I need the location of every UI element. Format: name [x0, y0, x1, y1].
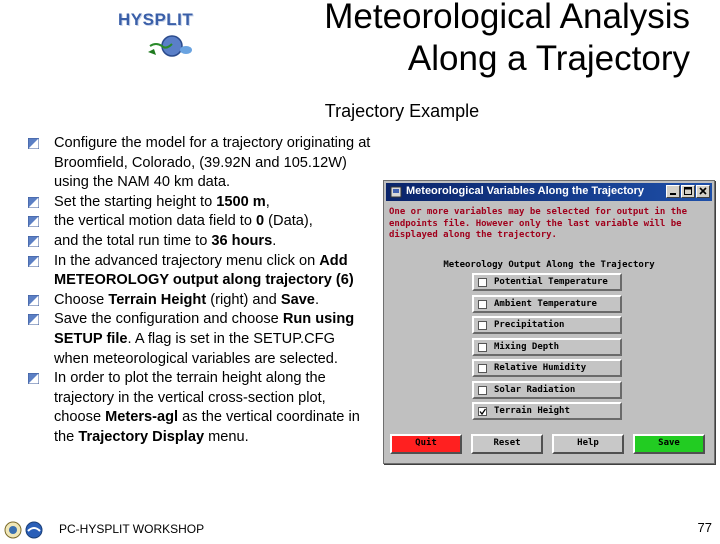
bullet-item	[28, 232, 373, 252]
slide-subtitle	[0, 101, 720, 122]
info-line-1: One or more variables may be selected for output in the	[389, 207, 688, 217]
option-label: Solar Radiation	[494, 384, 576, 395]
bullet-icon	[28, 216, 39, 227]
option-mixing-depth[interactable]	[472, 338, 622, 356]
logo-text: HYSPLIT	[118, 10, 194, 29]
option-label: Potential Temperature	[494, 277, 608, 287]
checkmark-icon	[479, 408, 486, 415]
option-label: Mixing Depth	[494, 341, 560, 352]
option-checkbox[interactable]	[478, 364, 487, 373]
bullet-item	[28, 252, 373, 291]
option-checkbox[interactable]	[478, 278, 487, 287]
bullet-item	[28, 134, 373, 193]
info-line-2: endpoints file. However only the last variable will be	[389, 218, 682, 229]
bullet-text: (right) and	[206, 291, 281, 308]
option-label: Terrain Height	[494, 406, 570, 416]
option-precipitation[interactable]	[472, 316, 622, 334]
bullet-text: Set the starting height to	[54, 193, 217, 210]
bullet-emphasis: Terrain Height	[108, 291, 207, 308]
bullet-text: In the advanced trajectory menu click on	[54, 252, 320, 269]
dialog-info-text	[389, 207, 709, 247]
bullet-text: the vertical motion data field to	[54, 213, 256, 230]
option-label: Precipitation	[494, 320, 565, 330]
bullet-text: Configure the model for a trajectory originating at Broomfield, Colorado, (39.92N and 105.12W) using the NAM 40 km data.	[54, 135, 371, 191]
close-button[interactable]	[696, 185, 710, 198]
option-checkbox[interactable]	[478, 321, 487, 330]
bullet-icon	[28, 373, 39, 384]
option-relative-humidity[interactable]	[472, 359, 622, 377]
bullet-emphasis: Save	[280, 291, 315, 308]
option-label: Ambient Temperature	[494, 298, 597, 309]
info-line-3: displayed along the trajectory.	[389, 230, 557, 240]
option-solar-radiation[interactable]	[472, 381, 622, 399]
bullet-text: In order to plot the terrain height along the trajectory in the vertical cross-section plot, choose	[54, 370, 326, 426]
bullet-text: Choose	[54, 291, 109, 308]
maximize-button[interactable]	[681, 185, 695, 198]
bullet-icon	[28, 295, 39, 306]
quit-button[interactable]: Quit	[390, 434, 462, 454]
bullet-emphasis: 1500 m	[216, 193, 266, 210]
slide-subtitle-text: Trajectory Example	[324, 101, 480, 121]
bullet-item	[28, 291, 373, 311]
bullet-text: .	[272, 232, 277, 249]
reset-button[interactable]: Reset	[471, 434, 543, 454]
option-checkbox[interactable]	[478, 343, 487, 352]
close-icon	[697, 186, 709, 197]
bullet-text: as the vertical coordinate in the	[54, 409, 360, 445]
bullet-text: . A flag is set in the SETUP.CFG when meteorological variables are selected.	[54, 330, 338, 367]
bullet-text: menu.	[204, 428, 249, 445]
bullet-list	[28, 134, 373, 448]
bullet-text: .	[314, 291, 319, 308]
bullet-icon	[28, 138, 39, 149]
agency-seal-icon	[4, 521, 50, 539]
option-checkbox[interactable]	[478, 300, 487, 309]
option-checkbox[interactable]	[478, 407, 487, 416]
bullet-icon	[28, 256, 39, 267]
save-button[interactable]: Save	[633, 434, 705, 454]
hysplit-logo	[112, 6, 200, 62]
bullet-text: Save the configuration and choose	[54, 311, 283, 328]
bullet-icon	[28, 197, 39, 208]
bullet-emphasis: Add METEOROLOGY output along trajectory (6)	[54, 252, 354, 289]
bullet-text: (Data),	[264, 213, 313, 230]
bullet-emphasis: 0	[256, 213, 265, 230]
minimize-icon	[667, 186, 679, 197]
page-number: 77	[697, 520, 712, 535]
logo-globe-icon	[112, 6, 200, 62]
option-ambient-temperature[interactable]	[472, 295, 622, 313]
slide-title-line2: Along a Trajectory	[407, 39, 690, 78]
footer-logos	[4, 521, 50, 539]
bullet-icon	[28, 236, 39, 247]
option-potential-temperature[interactable]	[472, 273, 622, 291]
met-variables-dialog	[383, 180, 715, 464]
minimize-button[interactable]	[666, 185, 680, 198]
option-label: Relative Humidity	[494, 363, 587, 373]
slide-title-line1: Meteorological Analysis	[324, 0, 690, 36]
slide-title	[220, 0, 690, 80]
bullet-text: ,	[265, 193, 270, 210]
bullet-item	[28, 310, 373, 369]
option-checkbox[interactable]	[478, 386, 487, 395]
dialog-titlebar[interactable]	[386, 183, 712, 201]
bullet-emphasis: Run using SETUP file	[54, 311, 355, 347]
bullet-emphasis: 36 hours	[211, 232, 273, 249]
section-heading: Meteorology Output Along the Trajectory	[443, 260, 655, 270]
bullet-icon	[28, 314, 39, 325]
dialog-title: Meteorological Variables Along the Trajectory	[406, 185, 644, 197]
bullet-item	[28, 369, 373, 447]
bullet-text: and the total run time to	[54, 232, 212, 249]
bullet-item	[28, 193, 373, 213]
bullet-item	[28, 212, 373, 232]
footer-text: PC-HYSPLIT WORKSHOP	[59, 522, 205, 536]
bullet-emphasis: Trajectory Display	[78, 428, 205, 445]
bullet-emphasis: Meters-agl	[105, 409, 179, 426]
help-button[interactable]: Help	[552, 434, 624, 454]
option-terrain-height[interactable]	[472, 402, 622, 420]
maximize-icon	[682, 186, 694, 197]
window-app-icon	[390, 186, 402, 198]
